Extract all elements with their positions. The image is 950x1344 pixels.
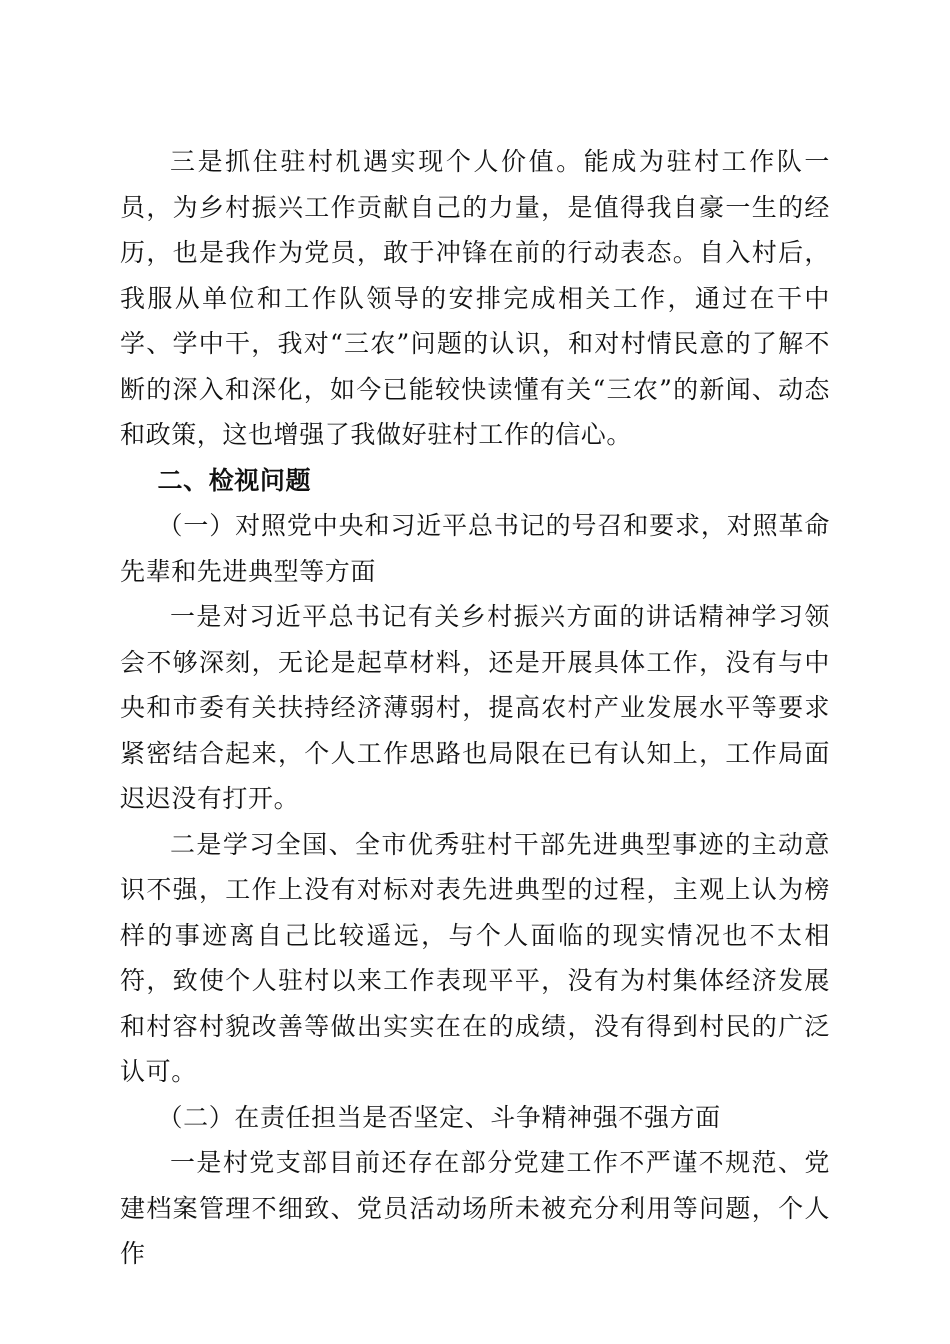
paragraph-study-rural-revitalization: 一是对习近平总书记有关乡村振兴方面的讲话精神学习领会不够深刻，无论是起草材料，还是开展具体工作，没有与中央和市委有关扶持经济薄弱村，提高农村产业发展水平等要求紧密结合起来，个人工作思路也局限在已有认知上，工作局面迟迟没有打开。 — [120, 602, 830, 813]
subheading-responsibility-struggle: （二）在责任担当是否坚定、斗争精神强不强方面 — [157, 1102, 721, 1132]
subheading-party-central-requirements: （一）对照党中央和习近平总书记的号召和要求，对照革命先辈和先进典型等方面 — [120, 511, 830, 586]
section-heading-review-problems: 二、检视问题 — [157, 465, 312, 495]
paragraph-party-branch-issues: 一是村党支部目前还存在部分党建工作不严谨不规范、党建档案管理不细致、党员活动场所未被充分利用等问题，个人作 — [120, 1148, 830, 1268]
document-page — [120, 139, 830, 1277]
paragraph-personal-value: 三是抓住驻村机遇实现个人价值。能成为驻村工作队一员，为乡村振兴工作贡献自己的力量，是值得我自豪一生的经历，也是我作为党员，敢于冲锋在前的行动表态。自入村后，我服从单位和工作队领导的安排完成相关工作，通过在干中学、学中干，我对“三农”问题的认识，和对村情民意的了解不断的深入和深化，如今已能较快读懂有关“三农”的新闻、动态和政策，这也增强了我做好驻村工作的信心。 — [120, 147, 830, 449]
paragraph-learn-from-models: 二是学习全国、全市优秀驻村干部先进典型事迹的主动意识不强，工作上没有对标对表先进典型的过程，主观上认为榜样的事迹离自己比较遥远，与个人面临的现实情况也不太相符，致使个人驻村以来工作表现平平，没有为村集体经济发展和村容村貌改善等做出实实在在的成绩，没有得到村民的广泛认可。 — [120, 829, 830, 1086]
